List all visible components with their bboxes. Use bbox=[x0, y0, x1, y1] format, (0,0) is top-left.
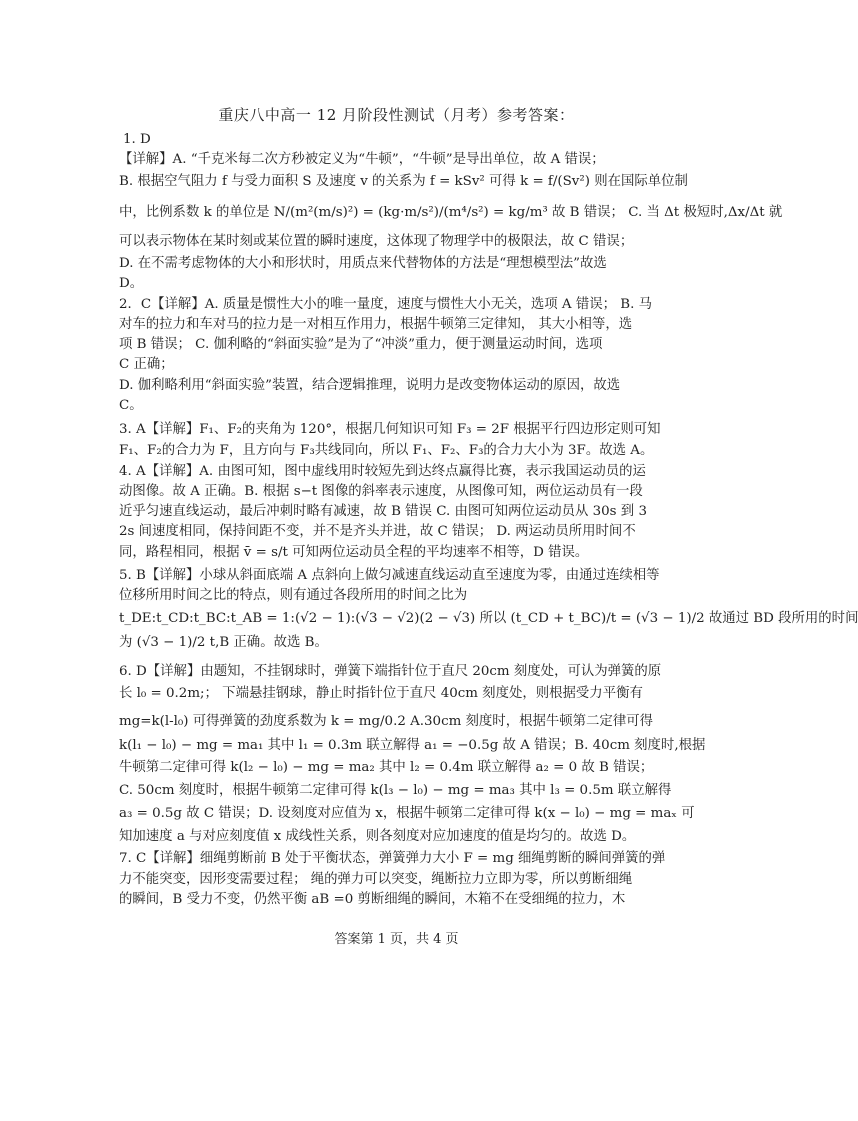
text-line: mg=k(l-l₀) 可得弹簧的劲度系数为 k = mg/0.2 A.30cm 刻度时，根据牛顿第二定律可得 bbox=[119, 714, 653, 729]
text-line: 【详解】A. “千克米每二次方秒被定义为“牛顿”，“牛顿”是导出单位，故 A 错误； bbox=[119, 152, 605, 167]
text-line: 中，比例系数 k 的单位是 N/(m²(m/s)²) = (kg·m/s²)/(m⁴/s²) = kg/m³ 故 B 错误； C. 当 Δt 极短时,Δx/Δt 就 bbox=[119, 205, 783, 220]
text-line: D. 在不需考虑物体的大小和形状时，用质点来代替物体的方法是“理想模型法”故选 bbox=[119, 256, 607, 271]
text-line: 项 B 错误； C. 伽利略的“斜面实验”是为了“冲淡”重力，便于测量运动时间，选项 bbox=[119, 337, 603, 352]
text-line: F₁、F₂的合力为 F，且方向与 F₃共线同向，所以 F₁、F₂、F₃的合力大小为 3F。故选 A。 bbox=[119, 443, 654, 458]
text-line: D。 bbox=[119, 276, 144, 291]
text-line: D. 伽利略利用“斜面实验”装置，结合逻辑推理，说明力是改变物体运动的原因，故选 bbox=[119, 378, 621, 393]
text-line: 的瞬间，B 受力不变，仍然平衡 aB =0 剪断细绳的瞬间，木箱不在受细绳的拉力，木 bbox=[119, 892, 626, 907]
text-line: 知加速度 a 与对应刻度值 x 成线性关系，则各刻度对应加速度的值是均匀的。故选 D。 bbox=[119, 829, 636, 844]
text-line: C。 bbox=[119, 398, 143, 413]
text-line: 近乎匀速直线运动，最后冲刺时略有减速，故 B 错误 C. 由图可知两位运动员从 30s 到 3 bbox=[119, 504, 647, 519]
text-line: 2．C【详解】A. 质量是惯性大小的唯一量度，速度与惯性大小无关，选项 A 错误； B. 马 bbox=[119, 297, 653, 312]
text-line: k(l₁ − l₀) − mg = ma₁ 其中 l₁ = 0.3m 联立解得 a₁ = −0.5g 故 A 错误；B. 40cm 刻度时,根据 bbox=[119, 738, 706, 753]
text-line: 同，路程相同，根据 v̄ = s/t 可知两位运动员全程的平均速率不相等，D 错误。 bbox=[119, 545, 589, 560]
text-line: 动图像。故 A 正确。B. 根据 s−t 图像的斜率表示速度，从图像可知，两位运动员有一段 bbox=[119, 484, 643, 499]
text-line: 对车的拉力和车对马的拉力是一对相互作用力，根据牛顿第三定律知， 其大小相等，选 bbox=[119, 317, 633, 332]
text-line: a₃ = 0.5g 故 C 错误；D. 设刻度对应值为 x，根据牛顿第二定律可得 k(x − l₀) − mg = maₓ 可 bbox=[119, 806, 695, 821]
text-line: 2s 间速度相同，保持间距不变，并不是齐头并进，故 C 错误； D. 两运动员所用时间不 bbox=[119, 524, 636, 539]
text-line: C 正确； bbox=[119, 357, 174, 372]
text-line: 位移所用时间之比的特点，则有通过各段所用的时间之比为 bbox=[119, 588, 468, 603]
text-line: C. 50cm 刻度时，根据牛顿第二定律可得 k(l₃ − l₀) − mg = ma₃ 其中 l₃ = 0.5m 联立解得 bbox=[119, 783, 672, 798]
text-line: 长 l₀ = 0.2m;； 下端悬挂钢球，静止时指针位于直尺 40cm 刻度处，则根据受力平衡有 bbox=[119, 686, 643, 701]
text-line: 7. C【详解】细绳剪断前 B 处于平衡状态，弹簧弹力大小 F = mg 细绳剪断的瞬间弹簧的弹 bbox=[119, 851, 666, 866]
text-line: 6. D【详解】由题知，不挂钢球时，弹簧下端指针位于直尺 20cm 刻度处，可认为弹簧的原 bbox=[119, 664, 662, 679]
text-line: B. 根据空气阻力 f 与受力面积 S 及速度 v 的关系为 f = kSv² 可得 k = f/(Sv²) 则在国际单位制 bbox=[119, 174, 688, 189]
text-line: 可以表示物体在某时刻或某位置的瞬时速度，这体现了物理学中的极限法，故 C 错误； bbox=[119, 234, 634, 249]
text-line: 牛顿第二定律可得 k(l₂ − l₀) − mg = ma₂ 其中 l₂ = 0.4m 联立解得 a₂ = 0 故 B 错误； bbox=[119, 760, 654, 775]
page-footer: 答案第 1 页，共 4 页 bbox=[334, 932, 459, 947]
text-line: t_DE:t_CD:t_BC:t_AB = 1:(√2 − 1):(√3 − √2)(2 − √3) 所以 (t_CD + t_BC)/t = (√3 − 1)/2 故通过 BD 段所用的时间 bbox=[119, 611, 858, 626]
page-title: 重庆八中高一 12 月阶段性测试（月考）参考答案： bbox=[218, 106, 575, 124]
text-line: 4. A【详解】A. 由图可知，图中虚线用时较短先到达终点赢得比赛，表示我国运动员的运 bbox=[119, 464, 646, 479]
text-line: 为 (√3 − 1)/2 t,B 正确。故选 B。 bbox=[119, 635, 328, 650]
text-line: 3. A【详解】F₁、F₂的夹角为 120°，根据几何知识可知 F₃ = 2F 根据平行四边形定则可知 bbox=[119, 422, 661, 437]
text-line: 力不能突变，因形变需要过程； 绳的弹力可以突变，绳断拉力立即为零，所以剪断细绳 bbox=[119, 872, 633, 887]
text-line: 5. B【详解】小球从斜面底端 A 点斜向上做匀减速直线运动直至速度为零，由通过连续相等 bbox=[119, 568, 660, 583]
text-line: 1. D bbox=[123, 132, 151, 147]
